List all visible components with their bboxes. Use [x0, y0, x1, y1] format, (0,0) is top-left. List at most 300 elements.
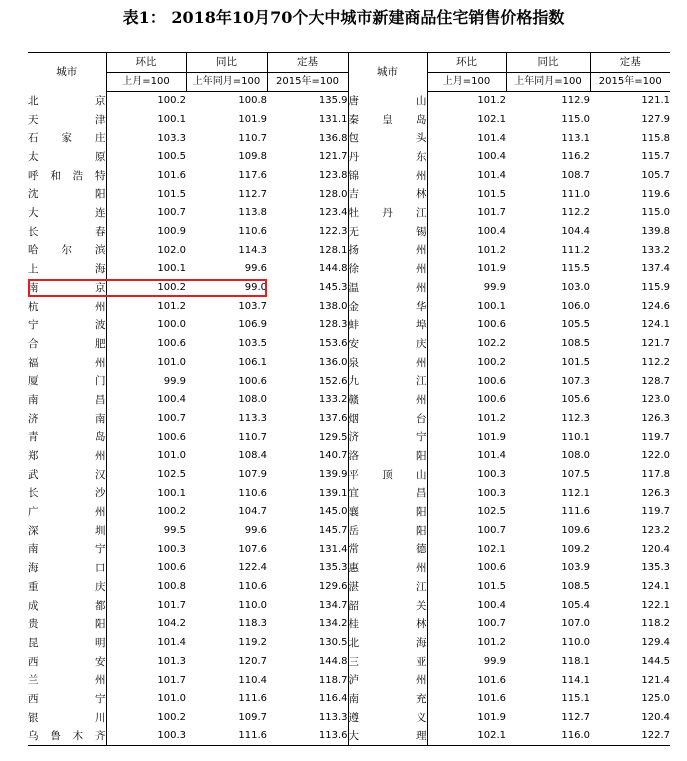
- mom-value-right: 101.9: [477, 431, 506, 443]
- mom-value-right: 100.7: [477, 618, 506, 630]
- header-yoy-right: 同比: [506, 53, 590, 73]
- mom-value-right: 101.5: [477, 581, 506, 593]
- city-name-right: 常德: [348, 540, 427, 559]
- mom-value-right: 102.5: [477, 506, 506, 518]
- base-value-left: 136.0: [267, 354, 348, 373]
- base-value-right: 135.3: [641, 562, 670, 574]
- mom-value-right: 100.3: [477, 468, 506, 480]
- base-value-right: 115.7: [641, 151, 670, 163]
- city-name-left: 宁波: [28, 316, 106, 335]
- base-value-left: 138.0: [267, 297, 348, 316]
- mom-value-right: 100.6: [477, 375, 506, 387]
- table-row: [28, 185, 670, 204]
- mom-value-left: 101.5: [157, 188, 186, 200]
- city-name-left: 兰州: [28, 671, 106, 690]
- city-name-right: 唐山: [348, 92, 427, 111]
- mom-value-left: 100.7: [157, 412, 186, 424]
- yoy-value-left: 112.7: [238, 188, 267, 200]
- city-name-left: 深圳: [28, 522, 106, 541]
- table-row: [28, 428, 670, 447]
- mom-value-left: 100.3: [157, 543, 186, 555]
- city-name-left: 大连: [28, 204, 106, 223]
- mom-value-right: 100.6: [477, 319, 506, 331]
- yoy-value-right: 108.5: [561, 338, 590, 350]
- yoy-value-left: 99.0: [244, 282, 267, 294]
- mom-value-right: 100.2: [477, 356, 506, 368]
- city-name-left: 西宁: [28, 690, 106, 709]
- table-body: [28, 92, 670, 746]
- city-name-left: 武汉: [28, 466, 106, 485]
- city-name-right: 徐州: [348, 260, 427, 279]
- city-name-right: 无锡: [348, 223, 427, 242]
- city-name-left: 合肥: [28, 335, 106, 354]
- yoy-value-right: 105.4: [561, 599, 590, 611]
- city-name-left: 银川: [28, 709, 106, 728]
- yoy-value-left: 104.7: [238, 506, 267, 518]
- mom-value-left: 100.6: [157, 338, 186, 350]
- header-city-right: 城市: [348, 53, 427, 92]
- mom-value-left: 101.0: [157, 693, 186, 705]
- city-name-left: 杭州: [28, 297, 106, 316]
- yoy-value-left: 117.6: [238, 169, 267, 181]
- table-row: [28, 335, 670, 354]
- table-row: [28, 241, 670, 260]
- base-value-left: 134.7: [267, 596, 348, 615]
- city-name-left: 上海: [28, 260, 106, 279]
- table-row: [28, 372, 670, 391]
- city-name-left: 北京: [28, 92, 106, 111]
- table-row: [28, 92, 670, 111]
- yoy-value-right: 105.5: [561, 319, 590, 331]
- city-name-right: 洛阳: [348, 447, 427, 466]
- table-row: [28, 690, 670, 709]
- base-value-right: 105.7: [641, 169, 670, 181]
- city-name-right: 牡丹江: [348, 204, 427, 223]
- mom-value-left: 102.0: [157, 244, 186, 256]
- city-name-right: 济宁: [348, 428, 427, 447]
- base-value-left: 113.3: [267, 709, 348, 728]
- mom-value-right: 100.4: [477, 599, 506, 611]
- city-name-left: 太原: [28, 148, 106, 167]
- table-row: [28, 297, 670, 316]
- yoy-value-right: 116.2: [561, 151, 590, 163]
- base-value-left: 135.9: [267, 92, 348, 111]
- yoy-value-right: 109.6: [561, 525, 590, 537]
- yoy-value-left: 99.6: [244, 525, 267, 537]
- mom-value-right: 101.9: [477, 711, 506, 723]
- city-name-right: 平顶山: [348, 466, 427, 485]
- city-name-left: 长春: [28, 223, 106, 242]
- table-row: [28, 596, 670, 615]
- mom-value-left: 100.7: [157, 207, 186, 219]
- city-name-left: 南宁: [28, 540, 106, 559]
- table-row: [28, 410, 670, 429]
- yoy-value-left: 110.7: [238, 132, 267, 144]
- mom-value-left: 100.2: [157, 711, 186, 723]
- city-name-left: 乌鲁木齐: [28, 727, 106, 746]
- mom-value-left: 99.5: [163, 525, 186, 537]
- mom-value-left: 101.0: [157, 450, 186, 462]
- header-yoy-left: 同比: [186, 53, 267, 73]
- table-row: [28, 559, 670, 578]
- mom-value-left: 100.1: [157, 263, 186, 275]
- base-value-left: 144.8: [267, 653, 348, 672]
- yoy-value-right: 105.6: [561, 394, 590, 406]
- city-name-right: 烟台: [348, 410, 427, 429]
- yoy-value-left: 111.6: [238, 693, 267, 705]
- base-value-right: 112.2: [641, 356, 670, 368]
- city-name-left: 南京: [28, 279, 106, 298]
- mom-value-right: 101.6: [477, 674, 506, 686]
- base-value-right: 121.4: [641, 674, 670, 686]
- yoy-value-left: 109.8: [238, 151, 267, 163]
- mom-value-left: 100.1: [157, 487, 186, 499]
- table-row: [28, 167, 670, 186]
- mom-value-right: 101.2: [477, 244, 506, 256]
- city-name-right: 泉州: [348, 354, 427, 373]
- table-row: [28, 540, 670, 559]
- base-value-left: 116.4: [267, 690, 348, 709]
- city-name-left: 长沙: [28, 484, 106, 503]
- mom-value-left: 101.7: [157, 674, 186, 686]
- base-value-left: 130.5: [267, 634, 348, 653]
- base-value-right: 119.7: [641, 506, 670, 518]
- mom-value-right: 100.4: [477, 226, 506, 238]
- yoy-value-right: 107.3: [561, 375, 590, 387]
- yoy-value-right: 110.0: [561, 637, 590, 649]
- yoy-value-left: 114.3: [238, 244, 267, 256]
- base-value-left: 152.6: [267, 372, 348, 391]
- header-mom-sub-left: 上月=100: [106, 72, 186, 92]
- mom-value-right: 101.9: [477, 263, 506, 275]
- mom-value-right: 101.4: [477, 169, 506, 181]
- city-name-right: 九江: [348, 372, 427, 391]
- city-name-left: 贵阳: [28, 615, 106, 634]
- table-row: [28, 503, 670, 522]
- yoy-value-right: 108.7: [561, 169, 590, 181]
- yoy-value-left: 110.4: [238, 674, 267, 686]
- header-mom-sub-right: 上月=100: [427, 72, 506, 92]
- mom-value-right: 99.9: [483, 655, 506, 667]
- city-name-right: 吉林: [348, 185, 427, 204]
- yoy-value-left: 110.6: [238, 487, 267, 499]
- base-value-left: 118.7: [267, 671, 348, 690]
- city-name-right: 三亚: [348, 653, 427, 672]
- base-value-right: 117.8: [641, 468, 670, 480]
- yoy-value-right: 112.2: [561, 207, 590, 219]
- table-row: [28, 634, 670, 653]
- mom-value-left: 100.5: [157, 151, 186, 163]
- mom-value-left: 101.2: [157, 300, 186, 312]
- base-value-left: 131.4: [267, 540, 348, 559]
- table-row: [28, 709, 670, 728]
- city-name-left: 西安: [28, 653, 106, 672]
- yoy-value-right: 116.0: [506, 727, 590, 746]
- mom-value-left: 100.6: [157, 562, 186, 574]
- yoy-value-left: 108.0: [238, 394, 267, 406]
- base-value-right: 120.4: [641, 543, 670, 555]
- base-value-left: 144.8: [267, 260, 348, 279]
- base-value-right: 137.4: [641, 263, 670, 275]
- city-name-right: 南充: [348, 690, 427, 709]
- yoy-value-right: 106.0: [561, 300, 590, 312]
- table-row: [28, 466, 670, 485]
- header-base-right: 定基: [590, 53, 670, 73]
- base-value-right: 126.3: [641, 487, 670, 499]
- yoy-value-left: 103.7: [238, 300, 267, 312]
- base-value-right: 115.9: [641, 282, 670, 294]
- city-name-right: 大理: [348, 727, 427, 746]
- table-row: [28, 615, 670, 634]
- city-name-right: 蚌埠: [348, 316, 427, 335]
- mom-value-left: 101.4: [157, 637, 186, 649]
- base-value-right: 124.1: [641, 581, 670, 593]
- table-row: [28, 111, 670, 130]
- mom-value-right: 102.1: [427, 727, 506, 746]
- mom-value-left: 103.3: [157, 132, 186, 144]
- yoy-value-right: 115.5: [561, 263, 590, 275]
- table-row: [28, 316, 670, 335]
- mom-value-left: 100.9: [157, 226, 186, 238]
- base-value-left: 139.9: [267, 466, 348, 485]
- mom-value-right: 100.4: [477, 151, 506, 163]
- mom-value-right: 100.6: [477, 562, 506, 574]
- yoy-value-left: 118.3: [238, 618, 267, 630]
- mom-value-right: 101.5: [477, 188, 506, 200]
- city-name-left: 重庆: [28, 578, 106, 597]
- yoy-value-right: 107.0: [561, 618, 590, 630]
- table-row: [28, 447, 670, 466]
- table-row: [28, 148, 670, 167]
- yoy-value-left: 113.3: [238, 412, 267, 424]
- mom-value-right: 101.6: [477, 693, 506, 705]
- yoy-value-left: 122.4: [238, 562, 267, 574]
- mom-value-left: 101.0: [157, 356, 186, 368]
- base-value-left: 123.8: [267, 167, 348, 186]
- base-value-right: 121.7: [641, 338, 670, 350]
- mom-value-left: 100.2: [157, 506, 186, 518]
- yoy-value-right: 110.1: [561, 431, 590, 443]
- base-value-left: 145.7: [267, 522, 348, 541]
- table-row: [28, 129, 670, 148]
- city-name-right: 温州: [348, 279, 427, 298]
- base-value-right: 122.1: [641, 599, 670, 611]
- yoy-value-left: 103.5: [238, 338, 267, 350]
- city-name-right: 北海: [348, 634, 427, 653]
- base-value-left: 131.1: [267, 111, 348, 130]
- mom-value-left: 101.6: [157, 169, 186, 181]
- base-value-right: 133.2: [641, 244, 670, 256]
- city-name-right: 金华: [348, 297, 427, 316]
- base-value-right: 124.6: [641, 300, 670, 312]
- yoy-value-right: 112.7: [561, 711, 590, 723]
- yoy-value-left: 107.6: [238, 543, 267, 555]
- table-row: [28, 484, 670, 503]
- city-name-right: 遵义: [348, 709, 427, 728]
- base-value-right: 119.6: [641, 188, 670, 200]
- city-name-left: 昆明: [28, 634, 106, 653]
- city-name-left: 济南: [28, 410, 106, 429]
- city-name-right: 惠州: [348, 559, 427, 578]
- city-name-right: 泸州: [348, 671, 427, 690]
- city-name-left: 成都: [28, 596, 106, 615]
- table-row: [28, 204, 670, 223]
- header-mom-left: 环比: [106, 53, 186, 73]
- city-name-right: 韶关: [348, 596, 427, 615]
- city-name-right: 宜昌: [348, 484, 427, 503]
- yoy-value-right: 108.0: [561, 450, 590, 462]
- mom-value-left: 100.2: [157, 282, 186, 294]
- mom-value-left: 100.1: [157, 113, 186, 125]
- header-yoy-sub-right: 上年同月=100: [506, 72, 590, 92]
- base-value-right: 125.0: [641, 693, 670, 705]
- mom-value-left: 100.4: [157, 394, 186, 406]
- city-name-left: 广州: [28, 503, 106, 522]
- yoy-value-right: 111.2: [561, 244, 590, 256]
- city-name-left: 天津: [28, 111, 106, 130]
- yoy-value-left: 106.9: [238, 319, 267, 331]
- yoy-value-right: 112.9: [561, 95, 590, 107]
- mom-value-left: 101.3: [157, 655, 186, 667]
- yoy-value-left: 107.9: [238, 468, 267, 480]
- yoy-value-right: 114.1: [561, 674, 590, 686]
- mom-value-right: 102.1: [477, 543, 506, 555]
- city-name-right: 秦皇岛: [348, 111, 427, 130]
- city-name-right: 赣州: [348, 391, 427, 410]
- mom-value-left: 100.3: [106, 727, 186, 746]
- yoy-value-left: 108.4: [238, 450, 267, 462]
- base-value-right: 128.7: [641, 375, 670, 387]
- base-value-left: 139.1: [267, 484, 348, 503]
- table-row: [28, 354, 670, 373]
- yoy-value-right: 111.6: [561, 506, 590, 518]
- yoy-value-right: 108.5: [561, 581, 590, 593]
- base-value-left: 128.0: [267, 185, 348, 204]
- yoy-value-left: 110.0: [238, 599, 267, 611]
- mom-value-right: 101.2: [477, 412, 506, 424]
- city-name-right: 丹东: [348, 148, 427, 167]
- base-value-left: 129.5: [267, 428, 348, 447]
- mom-value-right: 101.4: [477, 132, 506, 144]
- mom-value-right: 102.2: [477, 338, 506, 350]
- city-name-left: 呼和浩特: [28, 167, 106, 186]
- table-row: [28, 671, 670, 690]
- mom-value-right: 100.3: [477, 487, 506, 499]
- header-mom-right: 环比: [427, 53, 506, 73]
- city-name-left: 石家庄: [28, 129, 106, 148]
- yoy-value-right: 115.0: [561, 113, 590, 125]
- table-row: [28, 727, 670, 746]
- base-value-left: 128.1: [267, 241, 348, 260]
- yoy-value-right: 112.3: [561, 412, 590, 424]
- base-value-right: 129.4: [641, 637, 670, 649]
- header-yoy-sub-left: 上年同月=100: [186, 72, 267, 92]
- mom-value-left: 102.5: [157, 468, 186, 480]
- base-value-left: 140.7: [267, 447, 348, 466]
- yoy-value-right: 113.1: [561, 132, 590, 144]
- yoy-value-right: 103.9: [561, 562, 590, 574]
- table-row: [28, 279, 670, 298]
- yoy-value-left: 100.8: [238, 95, 267, 107]
- base-value-left: 137.6: [267, 410, 348, 429]
- city-name-right: 扬州: [348, 241, 427, 260]
- city-name-left: 南昌: [28, 391, 106, 410]
- base-value-right: 122.0: [641, 450, 670, 462]
- mom-value-left: 100.0: [157, 319, 186, 331]
- base-value-right: 139.8: [641, 226, 670, 238]
- base-value-left: 135.3: [267, 559, 348, 578]
- table-row: [28, 223, 670, 242]
- base-value-right: 120.4: [641, 711, 670, 723]
- yoy-value-right: 115.1: [561, 693, 590, 705]
- base-value-left: 122.3: [267, 223, 348, 242]
- base-value-left: 145.3: [267, 279, 348, 298]
- yoy-value-left: 101.9: [238, 113, 267, 125]
- base-value-right: 115.8: [641, 132, 670, 144]
- city-name-left: 郑州: [28, 447, 106, 466]
- city-name-left: 福州: [28, 354, 106, 373]
- base-value-right: 144.5: [641, 655, 670, 667]
- yoy-value-right: 107.5: [561, 468, 590, 480]
- header-base-sub-left: 2015年=100: [267, 72, 348, 92]
- yoy-value-left: 100.6: [238, 375, 267, 387]
- city-name-right: 桂林: [348, 615, 427, 634]
- base-value-left: 128.3: [267, 316, 348, 335]
- base-value-right: 121.1: [641, 95, 670, 107]
- table-row: [28, 653, 670, 672]
- base-value-left: 145.0: [267, 503, 348, 522]
- table-row: [28, 391, 670, 410]
- base-value-left: 153.6: [267, 335, 348, 354]
- yoy-value-right: 109.2: [561, 543, 590, 555]
- base-value-right: 119.7: [641, 431, 670, 443]
- price-index-table: [28, 52, 670, 746]
- table-row: [28, 578, 670, 597]
- yoy-value-left: 110.6: [238, 581, 267, 593]
- city-name-right: 襄阳: [348, 503, 427, 522]
- base-value-right: 123.0: [641, 394, 670, 406]
- mom-value-left: 104.2: [157, 618, 186, 630]
- city-name-right: 包头: [348, 129, 427, 148]
- city-name-left: 青岛: [28, 428, 106, 447]
- mom-value-left: 99.9: [163, 375, 186, 387]
- base-value-left: 129.6: [267, 578, 348, 597]
- yoy-value-right: 104.4: [561, 226, 590, 238]
- city-name-right: 湛江: [348, 578, 427, 597]
- header-base-left: 定基: [267, 53, 348, 73]
- yoy-value-right: 101.5: [561, 356, 590, 368]
- base-value-right: 118.2: [641, 618, 670, 630]
- header-base-sub-right: 2015年=100: [590, 72, 670, 92]
- yoy-value-right: 111.0: [561, 188, 590, 200]
- yoy-value-left: 106.1: [238, 356, 267, 368]
- base-value-left: 123.4: [267, 204, 348, 223]
- mom-value-left: 101.7: [157, 599, 186, 611]
- mom-value-right: 101.7: [477, 207, 506, 219]
- mom-value-right: 102.1: [477, 113, 506, 125]
- table-row: [28, 522, 670, 541]
- table-row: [28, 260, 670, 279]
- yoy-value-left: 99.6: [244, 263, 267, 275]
- yoy-value-left: 110.6: [238, 226, 267, 238]
- city-name-left: 厦门: [28, 372, 106, 391]
- city-name-right: 锦州: [348, 167, 427, 186]
- mom-value-left: 100.2: [157, 95, 186, 107]
- mom-value-right: 100.7: [477, 525, 506, 537]
- base-value-left: 113.6: [267, 727, 348, 746]
- base-value-left: 134.2: [267, 615, 348, 634]
- city-name-right: 安庆: [348, 335, 427, 354]
